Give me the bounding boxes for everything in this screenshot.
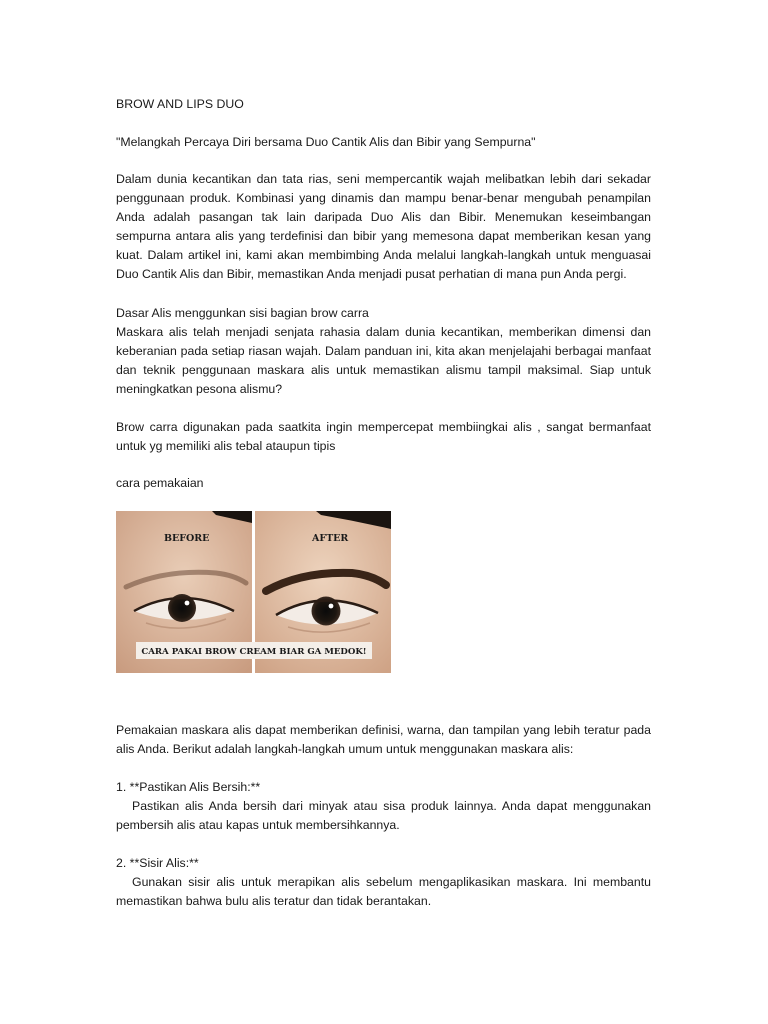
step-1-title: 1. **Pastikan Alis Bersih:** [116, 780, 261, 794]
before-label: BEFORE [164, 533, 210, 544]
document-title: BROW AND LIPS DUO [116, 97, 244, 111]
after-label: AFTER [312, 533, 349, 544]
step-1-body: Pastikan alis Anda bersih dari minyak atau sisa produk lainnya. Anda dapat menggunakan pembersih alis atau kapas untuk membersihkannya. [116, 799, 651, 832]
usage-paragraph: Pemakaian maskara alis dapat memberikan definisi, warna, dan tampilan yang lebih teratur pada alis Anda. Berikut adalah langkah-langkah umum untuk menggunakan maskara alis: [116, 723, 651, 756]
mascara-paragraph: Maskara alis telah menjadi senjata rahasia dalam dunia kecantikan, memberikan dimensi dan keberanian pada setiap riasan wajah. Dalam panduan ini, kita akan menjelajahi berbagai manfaat dan teknik penggunaan maskara alis untuk memastikan alismu tampil maksimal. Siap untuk meningkatkan pesona alismu? [116, 325, 651, 396]
step-2-title: 2. **Sisir Alis:** [116, 856, 199, 870]
image-caption: CARA PAKAI BROW CREAM BIAR GA MEDOK! [141, 647, 367, 657]
before-after-brow-image [116, 511, 391, 673]
intro-paragraph: Dalam dunia kecantikan dan tata rias, seni mempercantik wajah melibatkan lebih dari sekadar penggunaan produk. Kombinasi yang dinamis dan mampu benar-benar mengubah penampilan Anda adalah pasangan tak lain daripada Duo Alis dan Bibir. Menemukan keseimbangan sempurna antara alis yang terdefinisi dan bibir yang memesona dapat memberikan kesan yang kuat. Dalam artikel ini, kami akan membimbing Anda melalui langkah-langkah untuk menguasai Duo Cantik Alis dan Bibir, memastikan Anda menjadi pusat perhatian di mana pun Anda pergi. [116, 172, 651, 281]
tagline: "Melangkah Percaya Diri bersama Duo Cantik Alis dan Bibir yang Sempurna" [116, 135, 536, 149]
step-2-body: Gunakan sisir alis untuk merapikan alis sebelum mengaplikasikan maskara. Ini membantu memastikan bahwa bulu alis teratur dan tidak berantakan. [116, 875, 651, 908]
section-heading: Dasar Alis menggunkan sisi bagian brow carra [116, 306, 369, 320]
usage-heading: cara pemakaian [116, 476, 204, 490]
brow-carra-paragraph: Brow carra digunakan pada saatkita ingin mempercepat membiingkai alis , sangat bermanfaat untuk yg memiliki alis tebal ataupun tipis [116, 420, 651, 453]
